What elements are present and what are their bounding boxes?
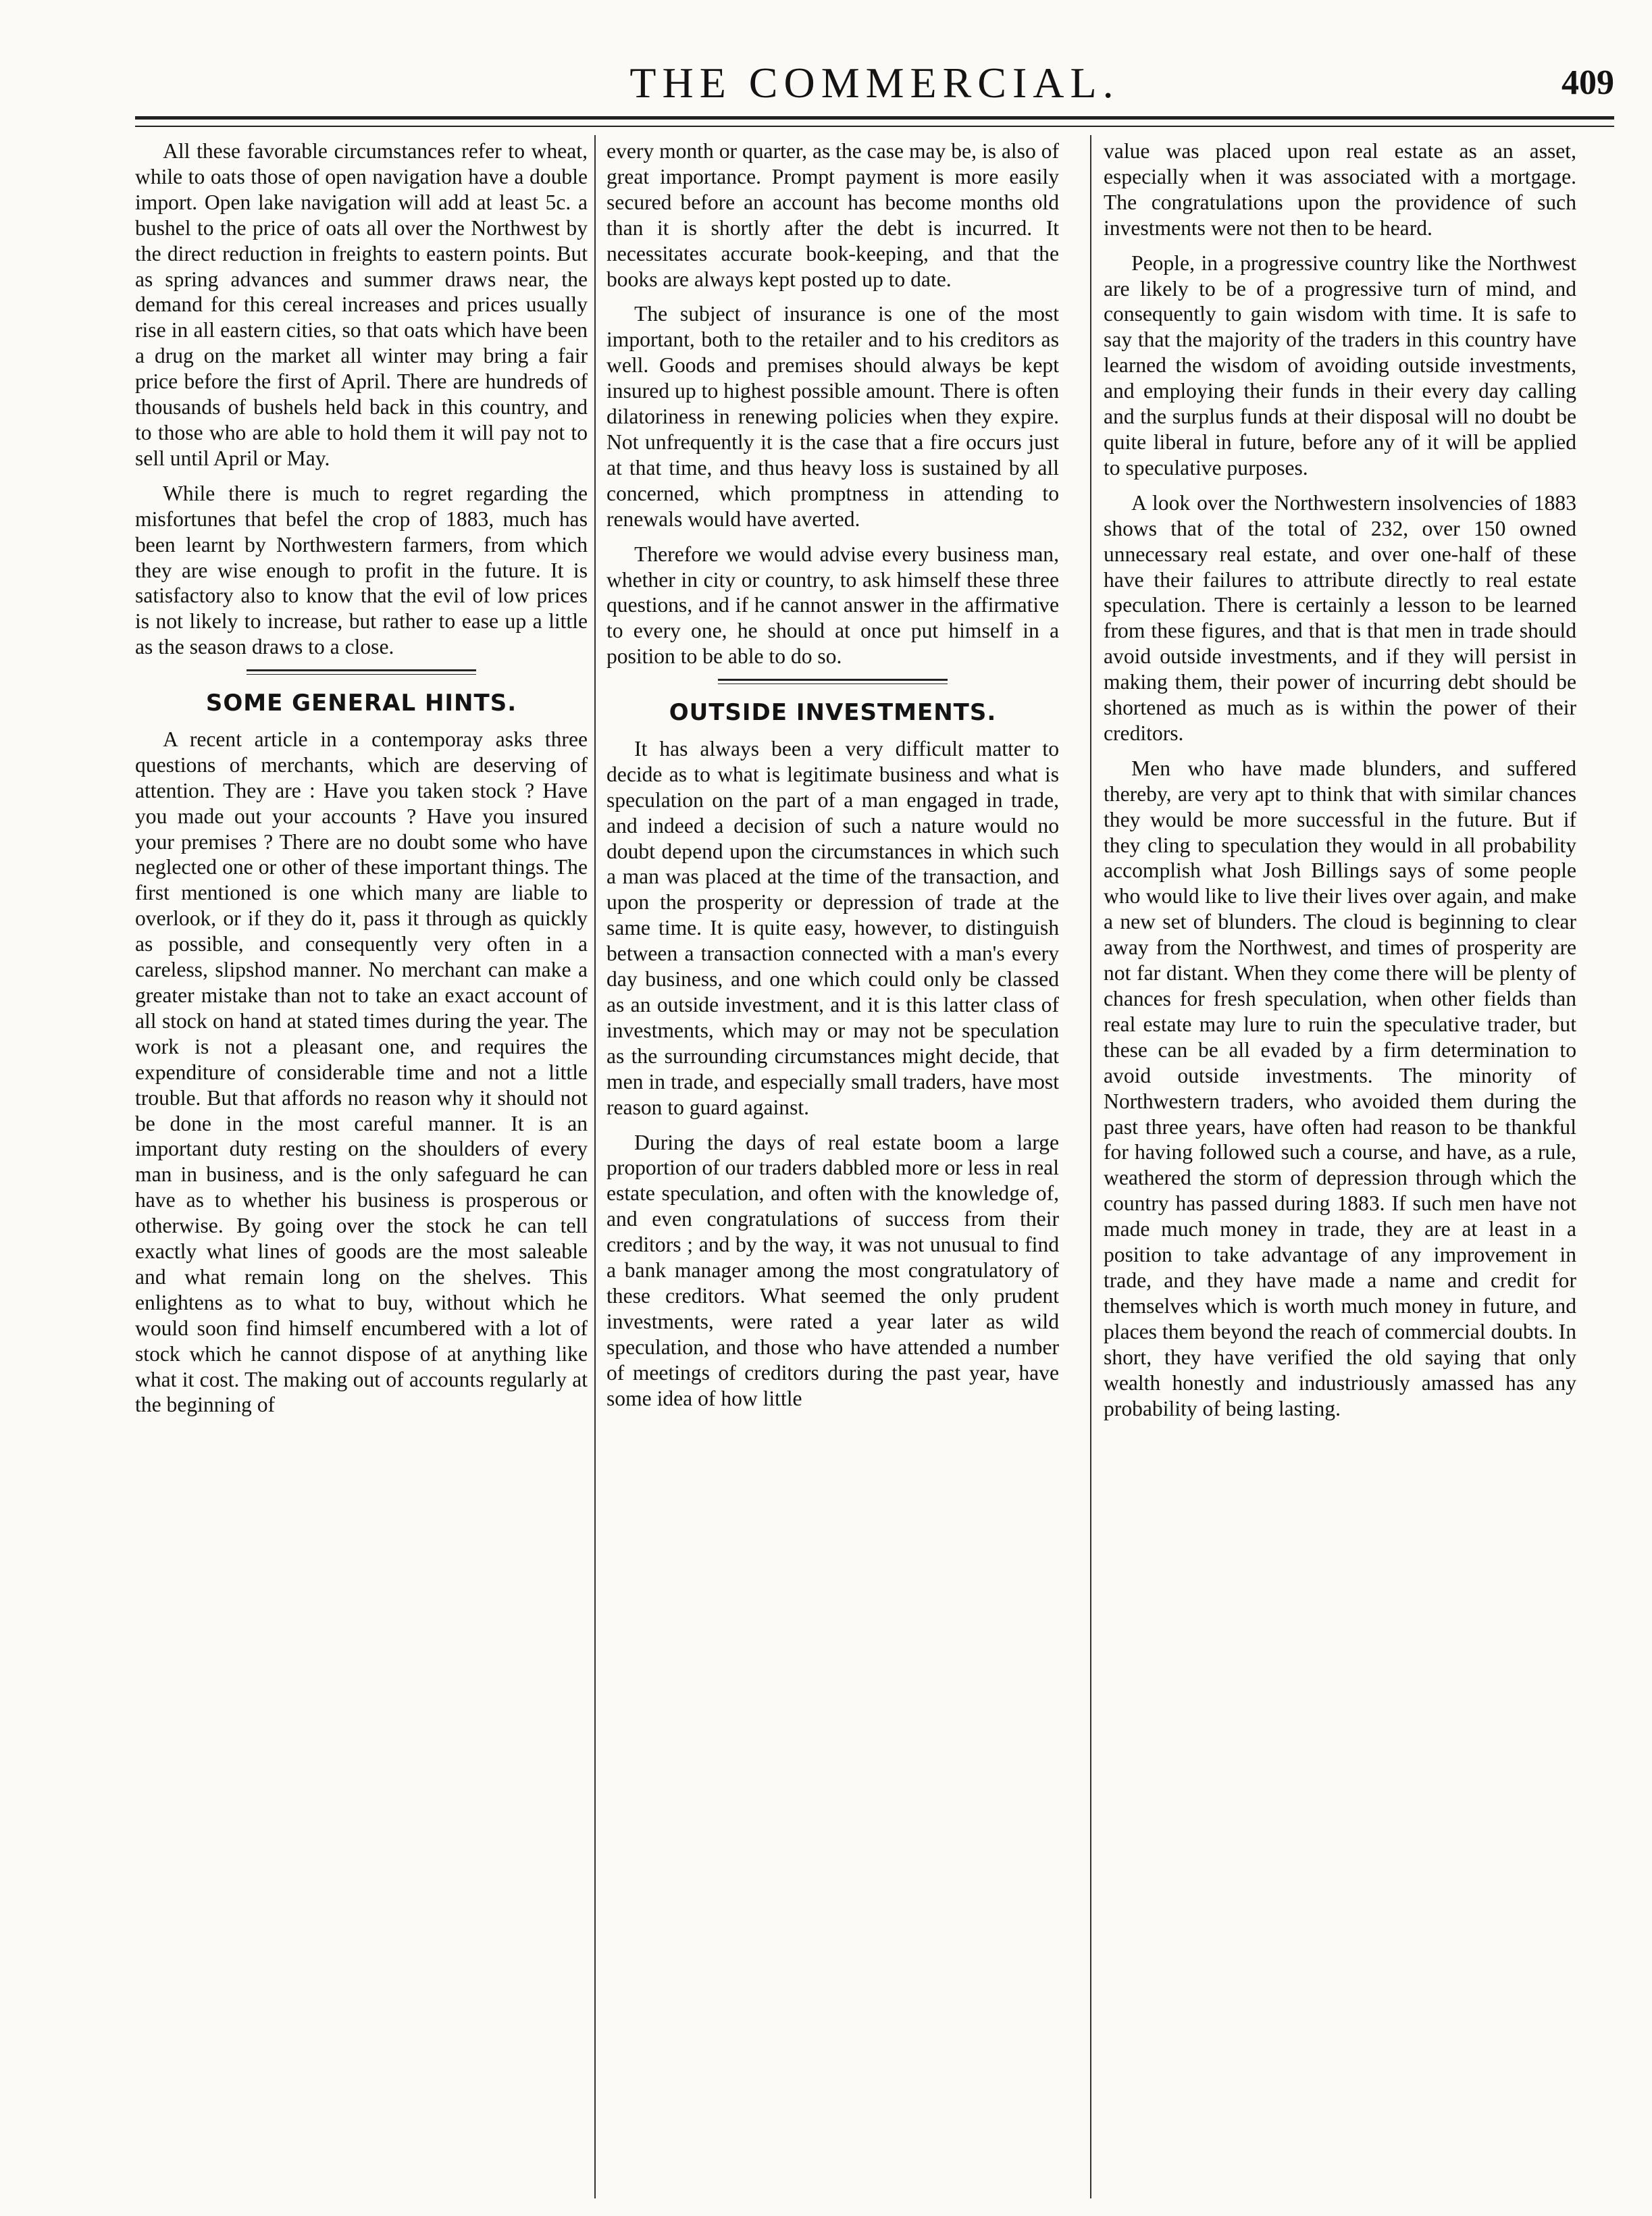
masthead xyxy=(135,53,1614,113)
article-paragraph: Men who have made blunders, and suffered thereby, are very apt to think that with similar chances they would be more successful in the future. But if they cling to speculation they would in all probability accomplish what Josh Billings says of some people who would like to live their lives over again, and make a new set of blunders. The cloud is beginning to clear away from the Northwest, and times of prosperity are not far distant. When they come there will be plenty of chances for fresh speculation, when other fields than real estate may lure to ruin the speculative trader, but these can be all evaded by a firm determination to avoid outside investments. The minority of Northwestern traders, who avoided them during the past three years, have often had reason to be thankful for having followed such a course, and have, as a rule, weathered the storm of depression through which the country has passed during 1883. If such men have not made much money in trade, they are at least in a position to take advantage of any improvement in trade, and they have made a name and credit for themselves which is worth much money in future, and places them beyond the reach of commercial doubts. In short, they have verified the old saying that only wealth honestly and industriously amassed has any probability of being lasting. xyxy=(1104,756,1576,1420)
header-rule-thin xyxy=(135,126,1614,127)
article-paragraph: A look over the Northwestern insolvencies of 1883 shows that of the total of 232, over 150 owned unnecessary real estate, and over one-half of these have their failures to attribute directly to real estate speculation. There is certainly a lesson to be learned from these figures, and that is that men in trade should avoid outside investments, and if they will persist in making them, their power of incurring debt should be shortened as much as is within the power of their creditors. xyxy=(1104,490,1576,745)
article-paragraph: People, in a progressive country like the Northwest are likely to be of a progressive turn of mind, and consequently to gain wisdom with time. It is safe to say that the majority of the traders in this country have learned the wisdom of avoiding outside investments, and employing their funds in their every day calling and the surplus funds at their disposal will no doubt be quite liberal in future, before any of it will be applied to speculative purposes. xyxy=(1104,251,1576,480)
header-rule xyxy=(135,116,1614,120)
publication-title: THE COMMERCIAL. xyxy=(629,59,1120,107)
column-divider xyxy=(1090,135,1091,2198)
article-paragraph: every month or quarter, as the case may be, is also of great importance. Prompt payment is more easily secured before an account has become months old than it is shortly after the debt is incurred. It necessitates accurate book-keeping, and that the books are always kept posted up to date. xyxy=(606,139,1059,291)
section-divider xyxy=(247,669,476,675)
section-divider xyxy=(718,679,948,684)
article-paragraph: It has always been a very difficult matter to decide as to what is legitimate business and what is speculation on the part of a man engaged in trade, and indeed a decision of such a nature would no doubt depend upon the circumstances in which such a man was placed at the time of the transaction, and upon the prosperity or depression of trade at the same time. It is quite easy, however, to distinguish between a transaction connected with a man's every day business, and one which could only be classed as an outside investment, and it is this latter class of investments, which may or may not be speculation as the surrounding circumstances might decide, that men in trade, and especially small traders, have most reason to guard against. xyxy=(606,736,1059,1119)
section-heading: SOME GENERAL HINTS. xyxy=(205,690,517,717)
column-1 xyxy=(135,138,588,2195)
article-paragraph: During the days of real estate boom a large proportion of our traders dabbled more or less in real estate speculation, and often with the knowledge of, and even congratulations of success from their creditors ; and by the way, it was not unusual to find a bank manager among the most congratulatory of these creditors. What seemed the only prudent investments, were rated a year later as wild speculation, and those who have attended a number of meetings of creditors during the past year, have some idea of how little xyxy=(606,1130,1059,1410)
article-paragraph: The subject of insurance is one of the most important, both to the retailer and to his creditors as well. Goods and premises should always be kept insured up to highest possible amount. There is often dilatoriness in renewing policies when they expire. Not unfrequently it is the case that a fire occurs just at that time, and thus heavy loss is sustained by all concerned, which promptness in attending to renewals would have averted. xyxy=(606,302,1059,531)
article-paragraph: value was placed upon real estate as an asset, especially when it was associated with a mortgage. The congratulations upon the providence of such investments were not then to be heard. xyxy=(1104,139,1576,240)
column-2 xyxy=(606,138,1059,2195)
page-number: 409 xyxy=(1561,63,1614,102)
article-paragraph: Therefore we would advise every business man, whether in city or country, to ask himself these three questions, and if he cannot answer in the affirmative to every one, he should at once put himself in a position to be able to do so. xyxy=(606,542,1059,669)
article-paragraph: All these favorable circumstances refer to wheat, while to oats those of open navigation have a double import. Open lake navigation will add at least 5c. a bushel to the price of oats all over the Northwest by the direct reduction in freights to eastern points. But as spring advances and summer draws near, the demand for this cereal increases and prices usually rise in all eastern cities, so that oats which have been a drug on the market all winter may bring a fair price before the first of April. There are hundreds of thousands of bushels held back in this country, and to those who are able to hold them it will pay not to sell until April or May. xyxy=(135,139,588,470)
column-divider xyxy=(594,135,596,2198)
section-heading: OUTSIDE INVESTMENTS. xyxy=(669,699,997,727)
article-paragraph: A recent article in a contemporay asks three questions of merchants, which are deserving of attention. They are : Have you taken stock ? Have you made out your accounts ? Have you insured your premises ? There are no doubt some who have neglected one or other of these important things. The first mentioned is one which many are liable to overlook, or if they do it, pass it through as quickly as possible, and consequently very often in a careless, slipshod manner. No merchant can make a greater mistake than not to take an exact account of all stock on hand at stated times during the year. The work is not a pleasant one, and requires the expenditure of considerable time and not a little trouble. But that affords no reason why it should not be done in the most careful manner. It is an important duty resting on the shoulders of every man in business, and is the only safeguard he can have as to whether his business is prosperous or otherwise. By going over the stock he can tell exactly what lines of goods are the most saleable and what remain long on the shelves. This enlightens as to what to buy, without which he would soon find himself encumbered with a lot of stock which he cannot dispose of at anything like what it cost. The making out of accounts regularly at the beginning of xyxy=(135,727,588,1417)
article-paragraph: While there is much to regret regarding the misfortunes that befel the crop of 1883, much has been learnt by Northwestern farmers, from which they are wise enough to profit in the future. It is satisfactory also to know that the evil of low prices is not likely to increase, but rather to ease up a little as the season draws to a close. xyxy=(135,481,588,659)
column-3 xyxy=(1104,138,1576,2195)
